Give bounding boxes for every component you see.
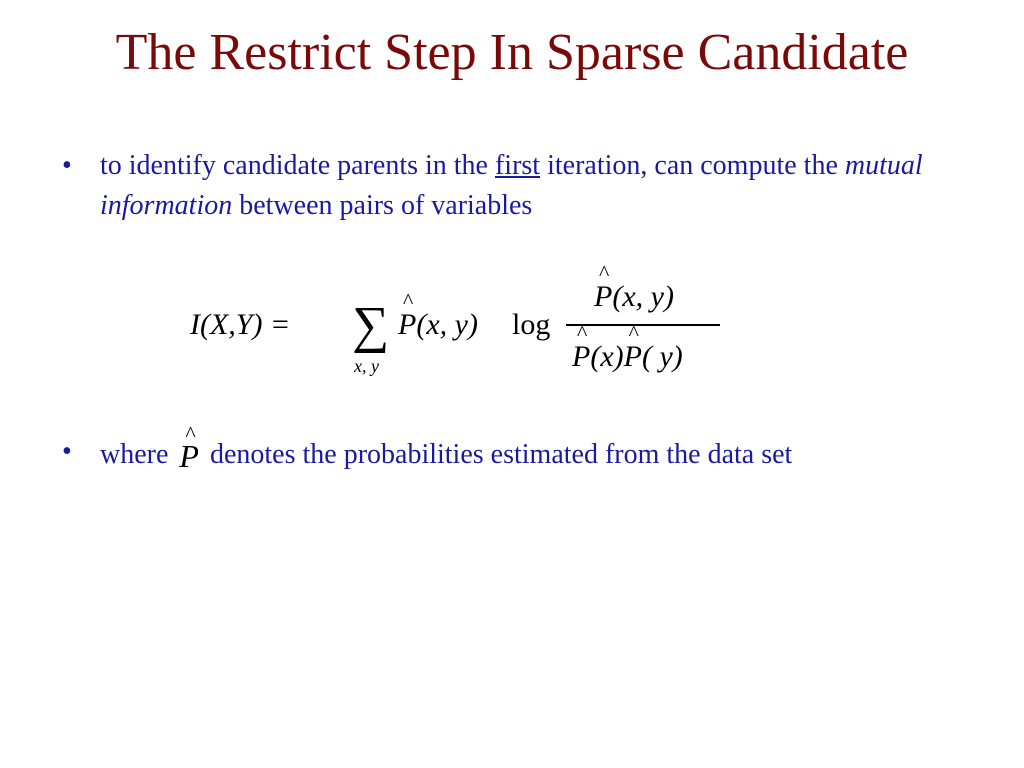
bullet-marker: • [62,150,72,181]
denominator-args: (x) [590,340,624,373]
bullet-text-part: where [100,439,176,470]
bullet-text-part: between pairs of variables [232,190,533,221]
numerator-args: (x, y) [612,280,674,313]
bullet-text-part: denotes the probabilities estimated from the data set [202,439,793,470]
p-hat-symbol: ^ P [572,340,590,374]
p-hat-symbol: ^ P [594,280,612,314]
underlined-word-first: first [494,150,541,181]
fraction-numerator [594,280,674,314]
mutual-information-equation [190,268,730,388]
p-hat-symbol: ^ P [179,436,199,476]
italic-term-mutual-information: mutual information [100,150,923,221]
bullet-text-part: iteration, can compute the [540,150,845,181]
equation-term-args: (x, y) [416,308,478,341]
p-hat-symbol: ^ P [624,340,642,374]
slide-title: The Restrict Step In Sparse Candidate [115,24,909,81]
equation-lhs: I(X,Y) = [190,308,291,341]
fraction-denominator [572,340,683,374]
bullet-text [100,432,992,475]
equation-joint-term [398,308,478,342]
denominator-args: ( y) [641,340,683,373]
bullet-text-part: to identify candidate parents in the [100,150,495,181]
bullet-marker: • [62,436,72,467]
bullet-text [100,146,992,226]
fraction-bar [566,324,720,326]
bullet-item-p-hat-definition [62,432,992,475]
bullet-item-mutual-information [62,146,992,226]
summation-subscript: x, y [354,356,379,376]
summation-symbol: ∑ [352,297,390,354]
log-function: log [512,308,551,341]
p-hat-symbol: ^ P [398,308,416,342]
